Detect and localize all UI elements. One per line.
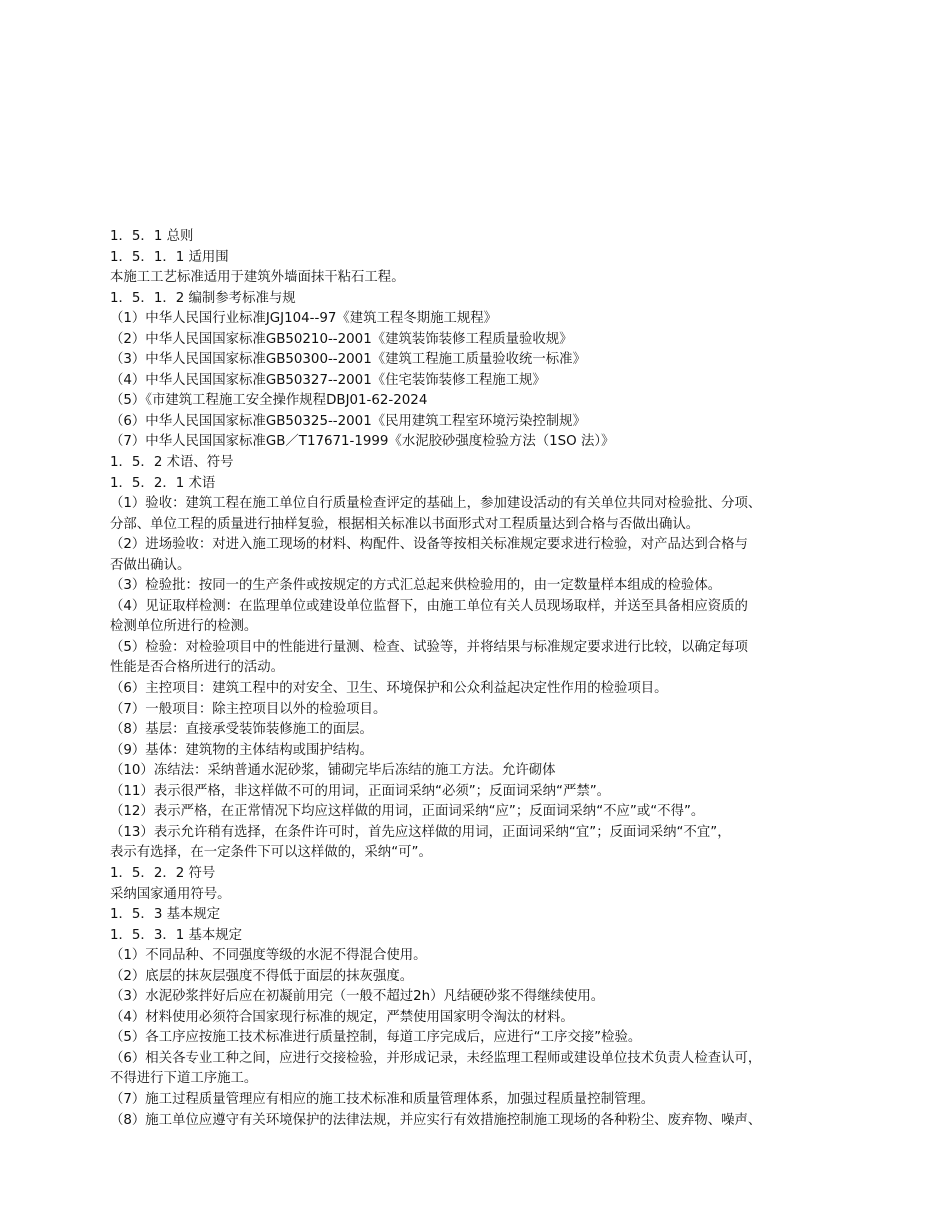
term-item: （4）见证取样检测：在监理单位或建设单位监督下，由施工单位有关人员现场取样，并送至具备相应资质的 — [110, 598, 748, 614]
term-item: （11）表示很严格，非这样做不可的用词，正面词采纳“必须”；反面词采纳“严禁”。 — [110, 783, 611, 799]
reference-item: （6）中华人民国国家标准GB50325--2001《民用建筑工程室环境污染控制规》 — [110, 413, 586, 429]
term-item-continued: 表示有选择，在一定条件下可以这样做的，采纳“可”。 — [110, 845, 432, 861]
reference-item: （5）《市建筑工程施工安全操作规程DBJ01-62-2024 — [110, 393, 428, 409]
term-item: （5）检验：对检验项目中的性能进行量测、检查、试验等，并将结果与标准规定要求进行比较，以确定每项 — [110, 639, 748, 655]
term-item: （6）主控项目：建筑工程中的对安全、卫生、环境保护和公众利益起决定性作用的检验项目。 — [110, 681, 668, 697]
rule-item: （2）底层的抹灰层强度不得低于面层的抹灰强度。 — [110, 968, 414, 984]
rule-item: （5）各工序应按施工技术标准进行质量控制，每道工序完成后，应进行“工序交接”检验。 — [110, 1030, 642, 1046]
term-item: （10）冻结法：采纳普通水泥砂浆，铺砌完毕后冻结的施工方法。允许砌体 — [110, 763, 556, 779]
rule-item: （7）施工过程质量管理应有相应的施工技术标准和质量管理体系，加强过程质量控制管理。 — [110, 1091, 655, 1107]
rule-item-continued: 不得进行下道工序施工。 — [110, 1071, 258, 1087]
section-heading: 1．5．1 总则 — [110, 229, 194, 244]
reference-item: （4）中华人民国国家标准GB50327--2001《住宅装饰装修工程施工规》 — [110, 372, 546, 388]
text-line: 采纳国家通用符号。 — [110, 886, 231, 902]
rule-item: （3）水泥砂浆拌好后应在初凝前用完（一般不超过2h）凡结硬砂浆不得继续使用。 — [110, 989, 605, 1005]
term-item-continued: 检测单位所进行的检测。 — [110, 619, 258, 635]
reference-item: （2）中华人民国国家标准GB50210--2001《建筑装饰装修工程质量验收规》 — [110, 331, 573, 347]
subsection-heading: 1．5．1．1 适用围 — [110, 249, 229, 265]
subsection-heading: 1．5．2．1 术语 — [110, 475, 216, 491]
term-item: （8）基层：直接承受装饰装修施工的面层。 — [110, 722, 373, 738]
reference-item: （7）中华人民国国家标准GB／T17671-1999《水泥胶砂强度检验方法（1SO 法）》 — [110, 434, 615, 450]
term-item: （7）一般项目：除主控项目以外的检验项目。 — [110, 701, 387, 717]
rule-item: （6）相关各专业工种之间，应进行交接检验，并形成记录，未经监理工程师或建设单位技术负责人检查认可， — [110, 1050, 762, 1066]
document-body — [110, 227, 870, 1131]
section-heading: 1．5．3 基本规定 — [110, 907, 221, 923]
term-item: （2）进场验收：对进入施工现场的材料、构配件、设备等按相关标准规定要求进行检验，对产品达到合格与 — [110, 537, 748, 553]
term-item: （9）基体：建筑物的主体结构或围护结构。 — [110, 742, 373, 758]
reference-item: （1）中华人民国行业标准JGJ104--97《建筑工程冬期施工规程》 — [110, 311, 498, 327]
term-item: （1）验收：建筑工程在施工单位自行质量检查评定的基础上，参加建设活动的有关单位共同对检验批、分项、 — [110, 496, 762, 512]
term-item: （3）检验批：按同一的生产条件或按规定的方式汇总起来供检验用的，由一定数量样本组成的检验体。 — [110, 578, 722, 594]
subsection-heading: 1．5．2．2 符号 — [110, 865, 216, 881]
term-item-continued: 分部、单位工程的质量进行抽样复验，根据相关标准以书面形式对工程质量达到合格与否做出确认。 — [110, 516, 700, 532]
reference-item: （3）中华人民国国家标准GB50300--2001《建筑工程施工质量验收统一标准》 — [110, 352, 586, 368]
subsection-heading: 1．5．3．1 基本规定 — [110, 927, 243, 943]
term-item-continued: 否做出确认。 — [110, 557, 191, 573]
rule-item: （8）施工单位应遵守有关环境保护的法律法规，并应实行有效措施控制施工现场的各种粉尘、废弃物、噪声、 — [110, 1112, 762, 1128]
term-item-continued: 性能是否合格所进行的活动。 — [110, 660, 285, 676]
text-line: 本施工工艺标准适用于建筑外墙面抹干粘石工程。 — [110, 270, 405, 286]
subsection-heading: 1．5．1．2 编制参考标准与规 — [110, 290, 296, 306]
section-heading: 1．5．2 术语、符号 — [110, 455, 234, 471]
rule-item: （1）不同品种、不同强度等级的水泥不得混合使用。 — [110, 948, 427, 964]
rule-item: （4）材料使用必须符合国家现行标准的规定，严禁使用国家明令淘汰的材料。 — [110, 1009, 574, 1025]
term-item: （13）表示允许稍有选择，在条件许可时，首先应这样做的用词，正面词采纳“宜”；反面词采纳“不宜”， — [110, 824, 731, 840]
term-item: （12）表示严格，在正常情况下均应这样做的用词，正面词采纳“应”；反面词采纳“不应”或“不得”。 — [110, 804, 705, 820]
